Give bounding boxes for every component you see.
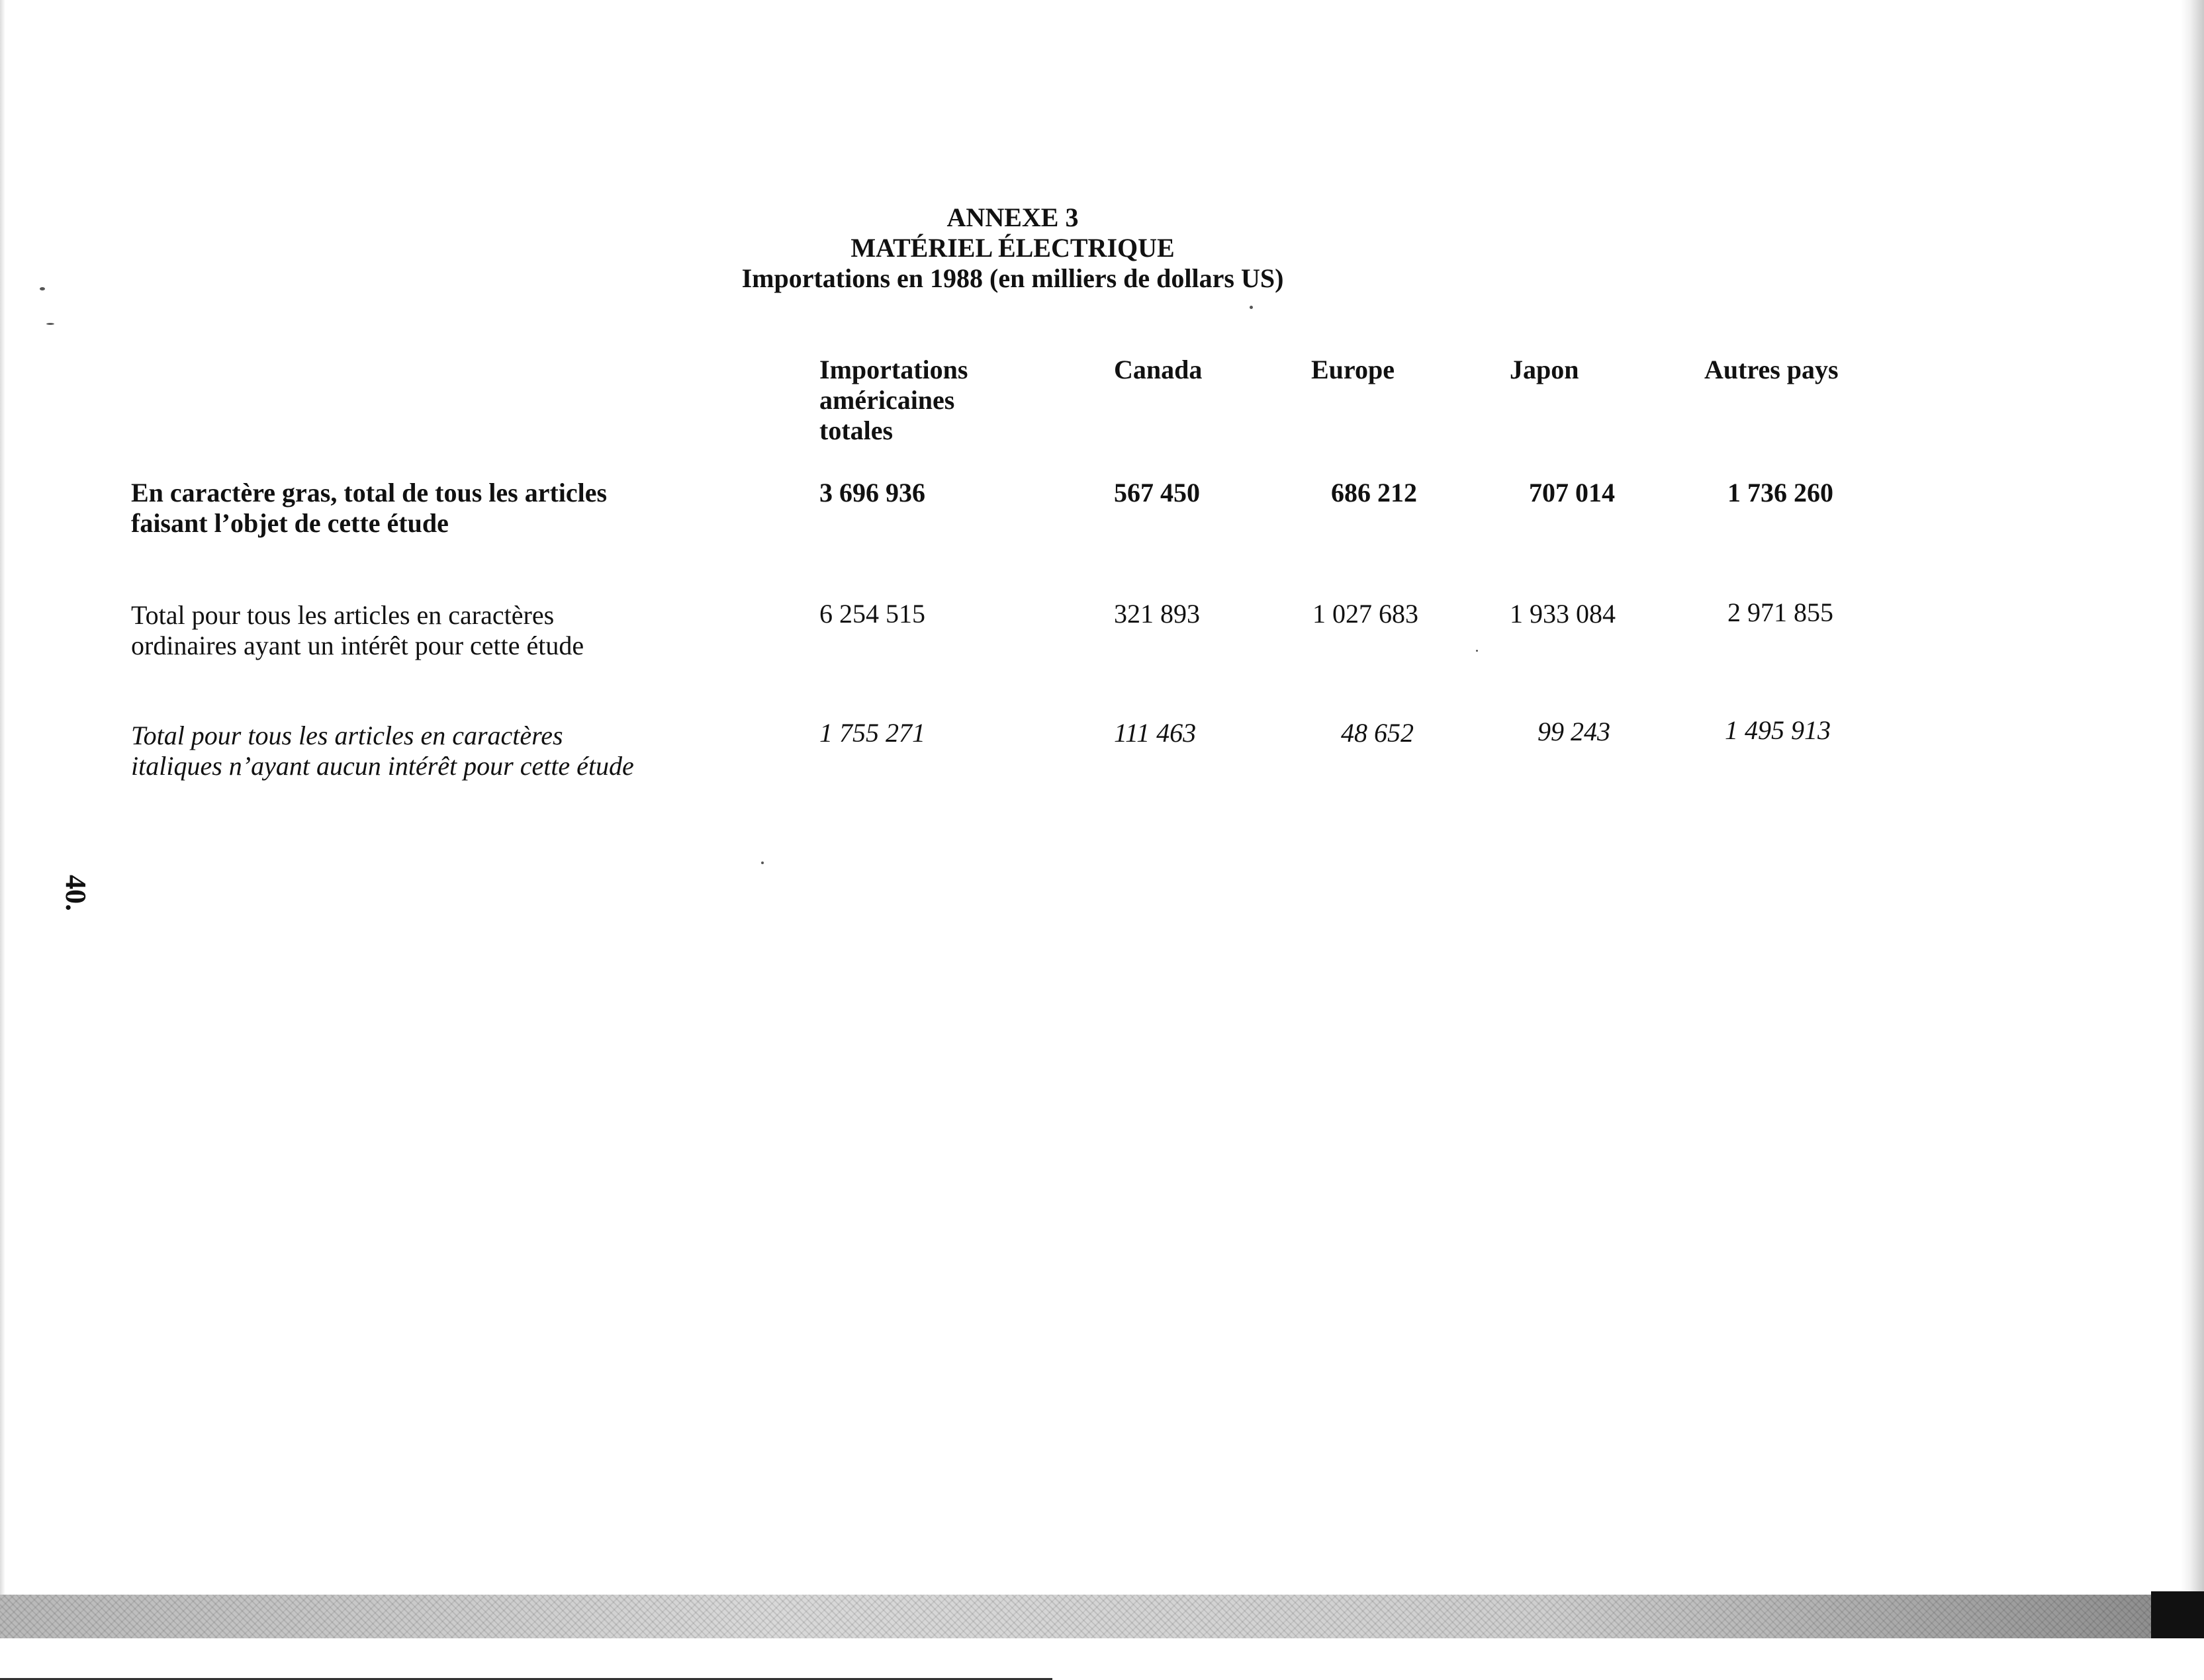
cell-regular-total-us: 6 254 515 bbox=[819, 599, 925, 629]
scan-bottom-margin bbox=[0, 1638, 2204, 1680]
cell-bold-total-us: 3 696 936 bbox=[819, 478, 925, 508]
annex-label: ANNEXE 3 bbox=[946, 202, 1079, 232]
scan-speck bbox=[46, 323, 54, 325]
row-label-italic-total: Total pour tous les articles en caractères italiques n’ayant aucun intérêt pour cette étude bbox=[131, 721, 634, 781]
page-left-edge bbox=[0, 0, 5, 1680]
document-subtitle: Importations en 1988 (en milliers de dollars US) bbox=[741, 263, 1284, 293]
column-header-canada: Canada bbox=[1114, 355, 1203, 384]
cell-bold-canada: 567 450 bbox=[1114, 478, 1200, 508]
cell-bold-europe: 686 212 bbox=[1331, 478, 1417, 508]
scan-speck bbox=[1250, 306, 1253, 309]
cell-italic-japon: 99 243 bbox=[1538, 717, 1610, 746]
document-header bbox=[682, 202, 1344, 294]
cell-regular-japon: 1 933 084 bbox=[1510, 599, 1616, 629]
column-header-autres-pays: Autres pays bbox=[1704, 355, 1839, 384]
cell-regular-autres-pays: 2 971 855 bbox=[1727, 597, 1833, 627]
column-header-europe: Europe bbox=[1311, 355, 1395, 384]
cell-bold-autres-pays: 1 736 260 bbox=[1727, 478, 1833, 508]
row-label-bold-total: En caractère gras, total de tous les articles faisant l’objet de cette étude bbox=[131, 478, 608, 538]
cell-regular-canada: 321 893 bbox=[1114, 599, 1200, 629]
scan-speck bbox=[1476, 650, 1478, 652]
cell-italic-total-us: 1 755 271 bbox=[819, 718, 925, 748]
cell-regular-europe: 1 027 683 bbox=[1312, 599, 1418, 629]
page-right-edge bbox=[2181, 0, 2204, 1601]
scan-bottom-band bbox=[0, 1595, 2204, 1638]
document-title: MATÉRIEL ÉLECTRIQUE bbox=[850, 233, 1175, 263]
scan-speck bbox=[761, 862, 764, 864]
column-header-total-us-imports: Importations américaines totales bbox=[819, 355, 968, 445]
page-number: 40. bbox=[60, 875, 92, 911]
cell-italic-europe: 48 652 bbox=[1341, 718, 1414, 748]
row-label-regular-total: Total pour tous les articles en caractères ordinaires ayant un intérêt pour cette étude bbox=[131, 600, 584, 660]
cell-bold-japon: 707 014 bbox=[1529, 478, 1615, 508]
scan-speck bbox=[40, 287, 45, 290]
cell-italic-autres-pays: 1 495 913 bbox=[1725, 715, 1831, 745]
cell-italic-canada: 111 463 bbox=[1114, 718, 1197, 748]
column-header-japon: Japon bbox=[1510, 355, 1579, 384]
scan-bottom-corner bbox=[2151, 1591, 2204, 1642]
